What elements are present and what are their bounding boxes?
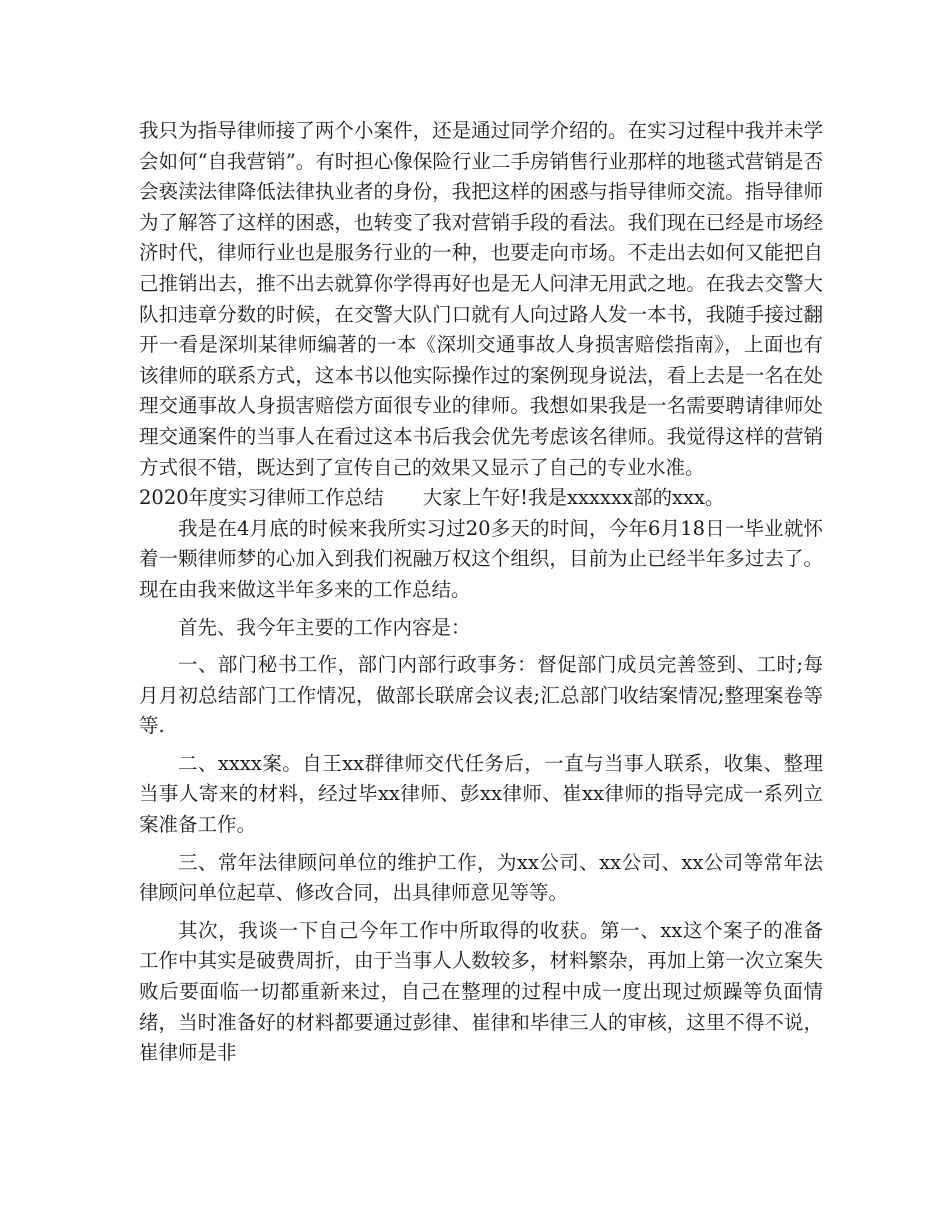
paragraph-work-item-1: 一、部门秘书工作，部门内部行政事务：督促部门成员完善签到、工时;每月月初总结部门工作情况，做部长联席会议表;汇总部门收结案情况;整理案卷等等.	[139, 653, 823, 738]
paragraph-title-greeting: 2020年度实习律师工作总结 大家上午好!我是xxxxxx部的xxx。	[139, 486, 725, 510]
document-body	[139, 116, 823, 1069]
paragraph-gains: 其次，我谈一下自己今年工作中所取得的收获。第一、xx这个案子的准备工作中其实是破费周折，由于当事人人数较多，材料繁杂，再加上第一次立案失败后要面临一切都重新来过，自己在整理的过程中成一度出现过烦躁等负面情绪，当时准备好的材料都要通过彭律、崔律和毕律三人的审核，这里不得不说，崔律师是非	[139, 918, 823, 1065]
paragraph-work-item-2: 二、xxxx案。自王xx群律师交代任务后，一直与当事人联系，收集、整理当事人寄来的材料，经过毕xx律师、彭xx律师、崔xx律师的指导完成一系列立案准备工作。	[139, 751, 823, 837]
paragraph-work-item-3: 三、常年法律顾问单位的维护工作，为xx公司、xx公司、xx公司等常年法律顾问单位起草、修改合同，出具律师意见等等。	[139, 850, 823, 905]
paragraph-work-heading: 首先、我今年主要的工作内容是：	[178, 615, 471, 639]
paragraph-marketing: 我只为指导律师接了两个小案件，还是通过同学介绍的。在实习过程中我并未学会如何“自我营销”。有时担心像保险行业二手房销售行业那样的地毯式营销是否会亵渎法律降低法律执业者的身份，我把这样的困惑与指导律师交流。指导律师为了解答了这样的困惑，也转变了我对营销手段的看法。我们现在已经是市场经济时代，律师行业也是服务行业的一种，也要走向市场。不走出去如何又能把自己推销出去，推不出去就算你学得再好也是无人问津无用武之地。在我去交警大队扣违章分数的时候，在交警大队门口就有人向过路人发一本书，我随手接过翻开一看是深圳某律师编著的一本《深圳交通事故人身损害赔偿指南》，上面也有该律师的联系方式，这本书以他实际操作过的案例现身说法，看上去是一名在处理交通事故人身损害赔偿方面很专业的律师。我想如果我是一名需要聘请律师处理交通案件的当事人在看过这本书后我会优先考虑该名律师。我觉得这样的营销方式很不错，既达到了宣传自己的效果又显示了自己的专业水准。	[139, 119, 823, 479]
paragraph-intro: 我是在4月底的时候来我所实习过20多天的时间，今年6月18日一毕业就怀着一颗律师梦的心加入到我们祝融万权这个组织，目前为止已经半年多过去了。现在由我来做这半年多来的工作总结。	[139, 516, 823, 601]
